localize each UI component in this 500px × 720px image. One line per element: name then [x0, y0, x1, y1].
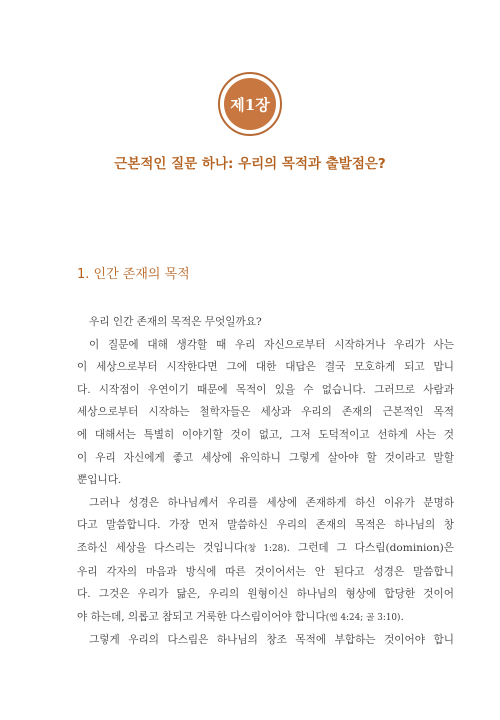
body-line: [77, 537, 454, 561]
chapter-title: 근본적인 질문 하나: 우리의 목적과 출발점은?: [114, 156, 386, 172]
body-line-text: 조하신 세상을 다스리는 것입니다: [77, 541, 245, 554]
body-line: 세상으로부터 시작하는 철학자들은 세상과 우리의 존재의 근본적인 목적: [77, 406, 454, 419]
body-line: 우리 각자의 마음과 방식에 따른 것이어서는 안 된다고 성경은 말씀합니: [77, 565, 454, 578]
chapter-badge: [218, 72, 282, 136]
body-line: 우리 인간 존재의 목적은 무엇일까요?: [89, 316, 262, 328]
body-line: 에 대해서는 특별히 이야기할 것이 없고, 그저 도덕적이고 선하게 사는 것: [77, 428, 454, 441]
body-line: 그렇게 우리의 다스림은 하나님의 창조 목적에 부합하는 것이어야 합니: [89, 634, 454, 647]
body-text: [77, 311, 454, 652]
body-line: 이 우리 자신에게 좋고 세상에 유익하니 그렇게 살아야 할 것이라고 말할: [77, 451, 454, 464]
body-line: 다. 시작점이 우연이기 때문에 목적이 있을 수 없습니다. 그러므로 사람과: [77, 383, 454, 396]
scripture-reference: (엡 4:24; 골 3:10): [325, 612, 401, 623]
body-line-text: 야 하는데, 의롭고 참되고 거룩한 다스림이어야 합니다: [77, 610, 326, 623]
section-heading: 1. 인간 존재의 목적: [77, 267, 190, 282]
body-line: 뿐입니다.: [77, 474, 122, 487]
chapter-badge-inner: [224, 78, 276, 130]
body-line: [77, 606, 454, 630]
body-line: 이 질문에 대해 생각할 때 우리 자신으로부터 시작하거나 우리가 사는: [89, 338, 454, 351]
body-line: 이 세상으로부터 시작한다면 그에 대한 대답은 결국 모호하게 되고 맙니: [77, 361, 454, 374]
scripture-reference: (창 1:28): [244, 543, 287, 554]
body-line-text: . 그런데 그 다스림(dominion)은: [286, 541, 454, 554]
chapter-label: 제1장: [230, 95, 270, 114]
body-line: 다고 말씀합니다. 가장 먼저 말씀하신 우리의 존재의 목적은 하나님의 창: [77, 519, 454, 532]
body-line-text: .: [400, 610, 404, 623]
body-line: 그러나 성경은 하나님께서 우리를 세상에 존재하게 하신 이유가 분명하: [89, 496, 454, 509]
body-line: 다. 그것은 우리가 닮은, 우리의 원형이신 하나님의 형상에 합당한 것이어: [77, 588, 454, 601]
